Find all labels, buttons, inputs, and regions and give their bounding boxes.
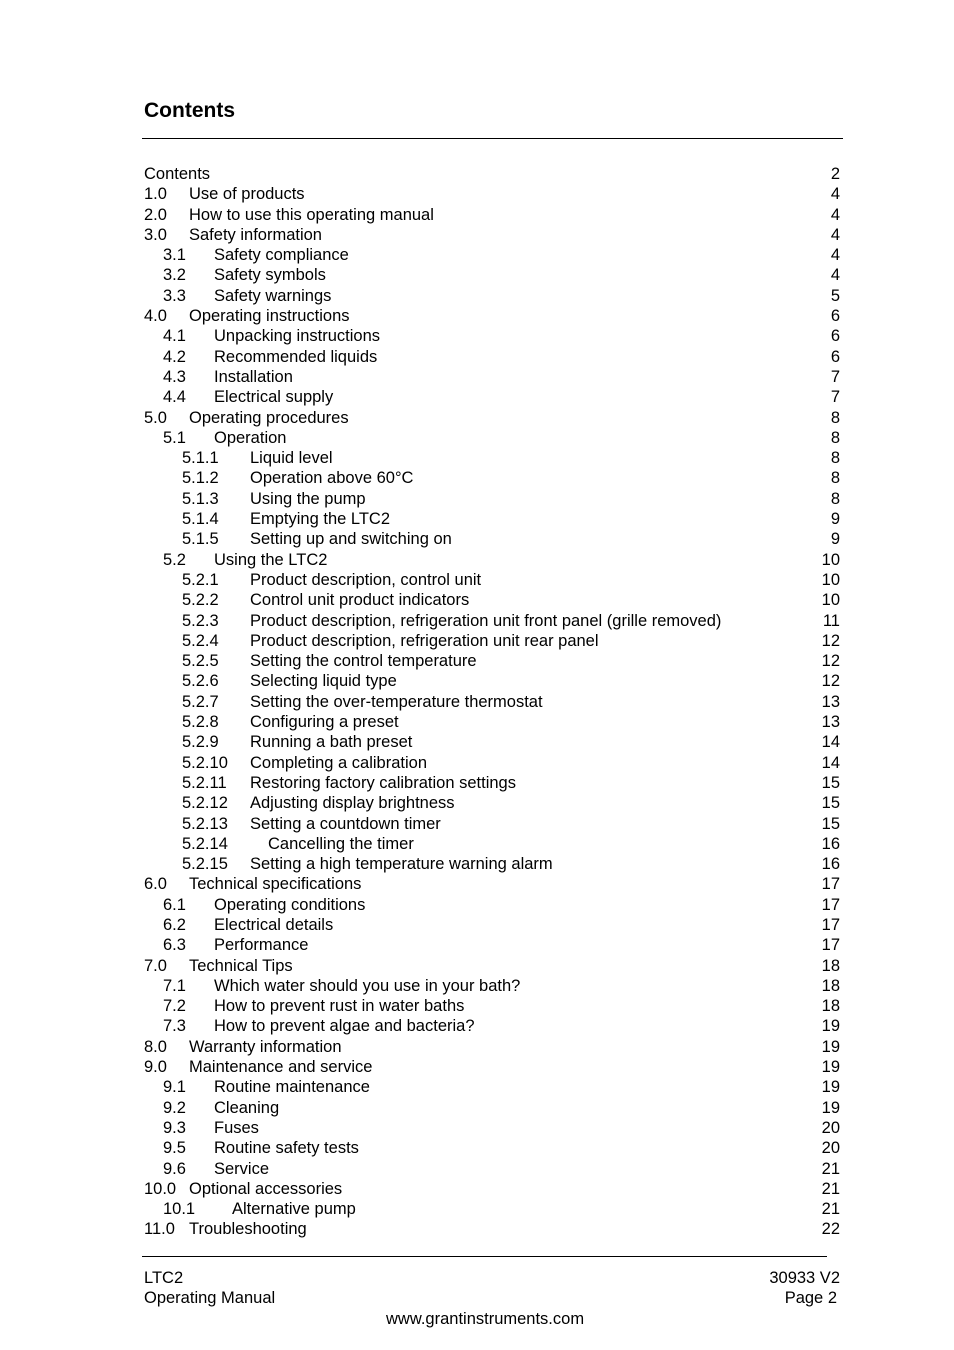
toc-entry-number: 5.2.11: [182, 773, 227, 792]
toc-entry-title: Alternative pump: [232, 1200, 356, 1219]
toc-entry-title: Maintenance and service: [189, 1058, 373, 1077]
toc-entry-page: 17: [821, 915, 840, 934]
toc-entry-number: 4.1: [163, 327, 186, 346]
toc-entry-number: 7.0: [144, 956, 167, 975]
toc-entry-page: 14: [821, 733, 840, 752]
toc-entry-number: 3.3: [163, 286, 186, 305]
toc-entry: [144, 976, 840, 996]
toc-entry-page: 16: [821, 855, 840, 874]
toc-entry: [144, 793, 840, 813]
toc-entry-number: 4.3: [163, 367, 186, 386]
toc-entry-title: Recommended liquids: [214, 347, 378, 366]
toc-entry-page: 17: [821, 895, 840, 914]
toc-entry-page: 14: [821, 753, 840, 772]
toc-entry-title: Selecting liquid type: [250, 672, 397, 691]
toc-entry-number: 6.3: [163, 936, 186, 955]
toc-entry-title: Technical specifications: [189, 875, 362, 894]
toc-entry-page: 19: [821, 1078, 840, 1097]
toc-entry-page: 7: [830, 388, 840, 407]
toc-entry-page: 9: [830, 510, 840, 529]
toc-entry: [144, 347, 840, 367]
toc-entry: [144, 1118, 840, 1138]
toc-entry-title: Technical Tips: [189, 956, 293, 975]
page-title: Contents: [144, 99, 235, 122]
toc-entry-page: 18: [821, 976, 840, 995]
toc-entry-title: Restoring factory calibration settings: [250, 773, 516, 792]
toc-entry-number: 7.2: [163, 997, 186, 1016]
toc-entry-page: 6: [830, 327, 840, 346]
toc-entry-number: 3.0: [144, 225, 167, 244]
toc-entry: [144, 651, 840, 671]
toc-entry: [144, 1077, 840, 1097]
toc-entry-number: 7.1: [163, 976, 186, 995]
toc-entry-page: 4: [830, 266, 840, 285]
toc-entry-title: Using the LTC2: [214, 550, 328, 569]
toc-entry-number: 5.2.15: [182, 855, 228, 874]
toc-entry: [144, 550, 840, 570]
toc-entry: [144, 448, 840, 468]
toc-entry-title: Use of products: [189, 185, 305, 204]
toc-entry-number: 9.6: [163, 1159, 186, 1178]
toc-entry-title: Safety warnings: [214, 286, 332, 305]
toc-entry-page: 12: [821, 631, 840, 650]
toc-entry: [144, 1016, 840, 1036]
toc-entry-number: 9.1: [163, 1078, 186, 1097]
table-of-contents: [144, 164, 840, 1240]
toc-entry-number: 10.0: [144, 1179, 177, 1198]
toc-entry-page: 8: [830, 449, 840, 468]
toc-entry: [144, 306, 840, 326]
toc-entry-number: 10.1: [163, 1200, 196, 1219]
footer-doc-code: 30933 V2: [769, 1269, 840, 1287]
toc-entry: [144, 570, 840, 590]
toc-entry-title: Operation above 60°C: [250, 469, 414, 488]
toc-entry-title: Setting up and switching on: [250, 530, 452, 549]
toc-entry-title: Configuring a preset: [250, 713, 399, 732]
toc-entry-page: 12: [821, 652, 840, 671]
toc-entry-number: 5.2.2: [182, 591, 219, 610]
toc-entry-number: 4.0: [144, 307, 167, 326]
toc-entry: [144, 245, 840, 265]
toc-entry-number: 5.2.12: [182, 794, 228, 813]
toc-entry-number: 9.0: [144, 1058, 167, 1077]
toc-entry: [144, 205, 840, 225]
toc-entry-page: 13: [821, 692, 840, 711]
toc-entry-title: Safety compliance: [214, 246, 349, 265]
toc-entry-number: 11.0: [144, 1220, 175, 1239]
toc-entry-number: 9.3: [163, 1118, 186, 1137]
toc-entry-number: 6.0: [144, 875, 167, 894]
toc-entry-page: 4: [830, 246, 840, 265]
toc-entry: [144, 326, 840, 346]
toc-entry-number: 5.1: [163, 428, 186, 447]
toc-entry-number: 9.2: [163, 1098, 186, 1117]
toc-entry-number: 5.2.13: [182, 814, 228, 833]
toc-entry: [144, 1057, 840, 1077]
toc-entry-title: Liquid level: [250, 449, 333, 468]
footer-page-number: Page 2: [784, 1289, 837, 1307]
toc-entry-number: 3.2: [163, 266, 186, 285]
toc-entry: [144, 265, 840, 285]
toc-entry-page: 19: [821, 1058, 840, 1077]
toc-entry-page: 7: [830, 367, 840, 386]
toc-entry: [144, 1219, 840, 1239]
toc-entry-title: Running a bath preset: [250, 733, 413, 752]
toc-entry-title: Setting the control temperature: [250, 652, 477, 671]
toc-entry: [144, 1179, 840, 1199]
toc-entry: [144, 1199, 840, 1219]
toc-entry-page: 8: [830, 489, 840, 508]
toc-entry: [144, 732, 840, 752]
toc-entry-page: 20: [821, 1118, 840, 1137]
toc-entry-page: 17: [821, 875, 840, 894]
toc-entry-page: 17: [821, 936, 840, 955]
toc-entry-number: 2.0: [144, 205, 167, 224]
toc-entry-title: Operating procedures: [189, 408, 349, 427]
toc-entry-page: 4: [830, 205, 840, 224]
toc-entry-page: 15: [821, 794, 840, 813]
toc-entry-title: Emptying the LTC2: [250, 510, 391, 529]
toc-entry-number: 4.2: [163, 347, 186, 366]
toc-entry-title: How to prevent rust in water baths: [214, 997, 465, 1016]
toc-entry-number: 6.1: [163, 895, 186, 914]
toc-entry: [144, 895, 840, 915]
toc-entry: [144, 874, 840, 894]
toc-entry-page: 21: [821, 1179, 840, 1198]
toc-entry: [144, 854, 840, 874]
toc-entry-title: Electrical supply: [214, 388, 334, 407]
toc-entry-number: 7.3: [163, 1017, 186, 1036]
toc-entry-page: 2: [830, 165, 840, 183]
toc-entry-number: 5.1.2: [182, 469, 219, 488]
toc-entry-title: Safety information: [189, 225, 322, 244]
toc-entry: [144, 590, 840, 610]
toc-entry-page: 15: [821, 814, 840, 833]
toc-entry-title: Setting a countdown timer: [250, 814, 441, 833]
toc-entry: [144, 468, 840, 488]
footer-divider: [142, 1256, 827, 1257]
toc-entry: [144, 956, 840, 976]
toc-entry-title: Fuses: [214, 1118, 259, 1137]
toc-entry: [144, 1098, 840, 1118]
toc-entry-page: 8: [830, 408, 840, 427]
toc-entry-title: Product description, refrigeration unit front panel (grille removed): [250, 611, 722, 630]
toc-entry-title: Adjusting display brightness: [250, 794, 455, 813]
toc-entry-page: 12: [821, 672, 840, 691]
toc-entry-page: 21: [821, 1159, 840, 1178]
toc-entry-number: 3.1: [163, 246, 186, 265]
toc-entry-number: 5.2: [163, 550, 186, 569]
toc-entry-number: 5.0: [144, 408, 167, 427]
toc-entry-page: 19: [821, 1037, 840, 1056]
toc-entry-number: 5.1.3: [182, 489, 219, 508]
toc-entry-title: Using the pump: [250, 489, 366, 508]
toc-entry-title: Warranty information: [189, 1037, 342, 1056]
toc-entry: [144, 834, 840, 854]
toc-entry-page: 9: [830, 530, 840, 549]
toc-entry: [144, 712, 840, 732]
toc-entry: [144, 428, 840, 448]
toc-entry-page: 13: [821, 713, 840, 732]
toc-entry: [144, 489, 840, 509]
footer-product: LTC2: [144, 1269, 184, 1287]
toc-entry-number: 5.2.14: [182, 834, 228, 853]
toc-entry-title: How to prevent algae and bacteria?: [214, 1017, 475, 1036]
toc-entry: [144, 915, 840, 935]
toc-entry-page: 8: [830, 469, 840, 488]
toc-entry-title: Contents: [144, 165, 211, 183]
toc-entry-title: Completing a calibration: [250, 753, 428, 772]
toc-entry-number: 5.2.7: [182, 692, 219, 711]
header-divider: [142, 138, 843, 139]
toc-entry-number: 4.4: [163, 388, 186, 407]
toc-entry-number: 1.0: [144, 185, 167, 204]
toc-entry: [144, 1138, 840, 1158]
toc-entry-page: 18: [821, 956, 840, 975]
toc-entry-page: 10: [821, 570, 840, 589]
toc-entry-title: Routine maintenance: [214, 1078, 370, 1097]
toc-entry-title: Product description, refrigeration unit rear panel: [250, 631, 599, 650]
toc-entry-page: 6: [830, 307, 840, 326]
toc-entry-number: 5.2.3: [182, 611, 219, 630]
toc-entry: [144, 814, 840, 834]
toc-entry-page: 10: [821, 591, 840, 610]
toc-entry-title: Routine safety tests: [214, 1139, 359, 1158]
toc-entry-number: 5.1.1: [182, 449, 219, 468]
toc-entry: [144, 387, 840, 407]
toc-entry: [144, 184, 840, 204]
toc-entry-title: Cleaning: [214, 1098, 280, 1117]
toc-entry-title: Control unit product indicators: [250, 591, 470, 610]
toc-entry-page: 18: [821, 997, 840, 1016]
toc-entry-title: Performance: [214, 936, 309, 955]
toc-entry-title: Product description, control unit: [250, 570, 482, 589]
toc-entry-title: Unpacking instructions: [214, 327, 380, 346]
toc-entry: [144, 1159, 840, 1179]
toc-entry: [144, 1037, 840, 1057]
toc-entry-page: 20: [821, 1139, 840, 1158]
toc-entry-title: Optional accessories: [189, 1179, 343, 1198]
toc-entry-number: 5.1.4: [182, 510, 219, 529]
toc-entry-page: 19: [821, 1017, 840, 1036]
toc-entry-page: 6: [830, 347, 840, 366]
toc-entry: [144, 935, 840, 955]
toc-entry: [144, 753, 840, 773]
toc-entry-number: 5.2.10: [182, 753, 228, 772]
toc-entry-number: 5.2.1: [182, 570, 219, 589]
toc-entry-title: How to use this operating manual: [189, 205, 434, 224]
footer-doc-type: Operating Manual: [144, 1289, 276, 1307]
toc-entry-page: 21: [821, 1200, 840, 1219]
toc-entry: [144, 631, 840, 651]
toc-entry: [144, 671, 840, 691]
toc-entry-title: Setting the over-temperature thermostat: [250, 692, 543, 711]
toc-entry: [144, 367, 840, 387]
toc-entry-page: 8: [830, 428, 840, 447]
toc-entry-page: 10: [821, 550, 840, 569]
toc-entry-number: 5.2.6: [182, 672, 219, 691]
toc-entry-number: 8.0: [144, 1037, 167, 1056]
toc-entry-page: 4: [830, 185, 840, 204]
toc-entry-title: Setting a high temperature warning alarm: [250, 855, 553, 874]
toc-entry-title: Cancelling the timer: [268, 834, 414, 853]
toc-entry: [144, 286, 840, 306]
toc-entry: [144, 773, 840, 793]
toc-entry-title: Electrical details: [214, 915, 334, 934]
toc-entry-page: 4: [830, 225, 840, 244]
toc-entry-number: 5.2.9: [182, 733, 219, 752]
toc-entry: [144, 692, 840, 712]
toc-entry: [144, 164, 840, 184]
toc-entry-number: 9.5: [163, 1139, 186, 1158]
toc-entry-number: 5.2.5: [182, 652, 219, 671]
toc-entry-title: Troubleshooting: [189, 1220, 307, 1239]
toc-entry: [144, 611, 840, 631]
toc-entry-title: Operating conditions: [214, 895, 366, 914]
toc-entry: [144, 408, 840, 428]
toc-entry: [144, 996, 840, 1016]
toc-entry-page: 22: [821, 1220, 840, 1239]
toc-entry-page: 16: [821, 834, 840, 853]
toc-entry-page: 19: [821, 1098, 840, 1117]
toc-entry-title: Safety symbols: [214, 266, 326, 285]
footer-website: www.grantinstruments.com: [386, 1310, 585, 1328]
toc-entry-number: 5.2.8: [182, 713, 219, 732]
toc-entry-title: Which water should you use in your bath?: [214, 976, 521, 995]
toc-entry-page: 5: [830, 286, 840, 305]
toc-entry-title: Operating instructions: [189, 307, 350, 326]
toc-entry-title: Installation: [214, 367, 293, 386]
toc-entry-number: 5.2.4: [182, 631, 219, 650]
toc-entry-number: 6.2: [163, 915, 186, 934]
toc-entry-title: Operation: [214, 428, 287, 447]
toc-entry-page: 15: [821, 773, 840, 792]
toc-entry: [144, 529, 840, 549]
toc-entry-title: Service: [214, 1159, 270, 1178]
toc-entry-page: 11: [822, 611, 840, 630]
toc-entry: [144, 509, 840, 529]
toc-entry: [144, 225, 840, 245]
toc-entry-number: 5.1.5: [182, 530, 219, 549]
